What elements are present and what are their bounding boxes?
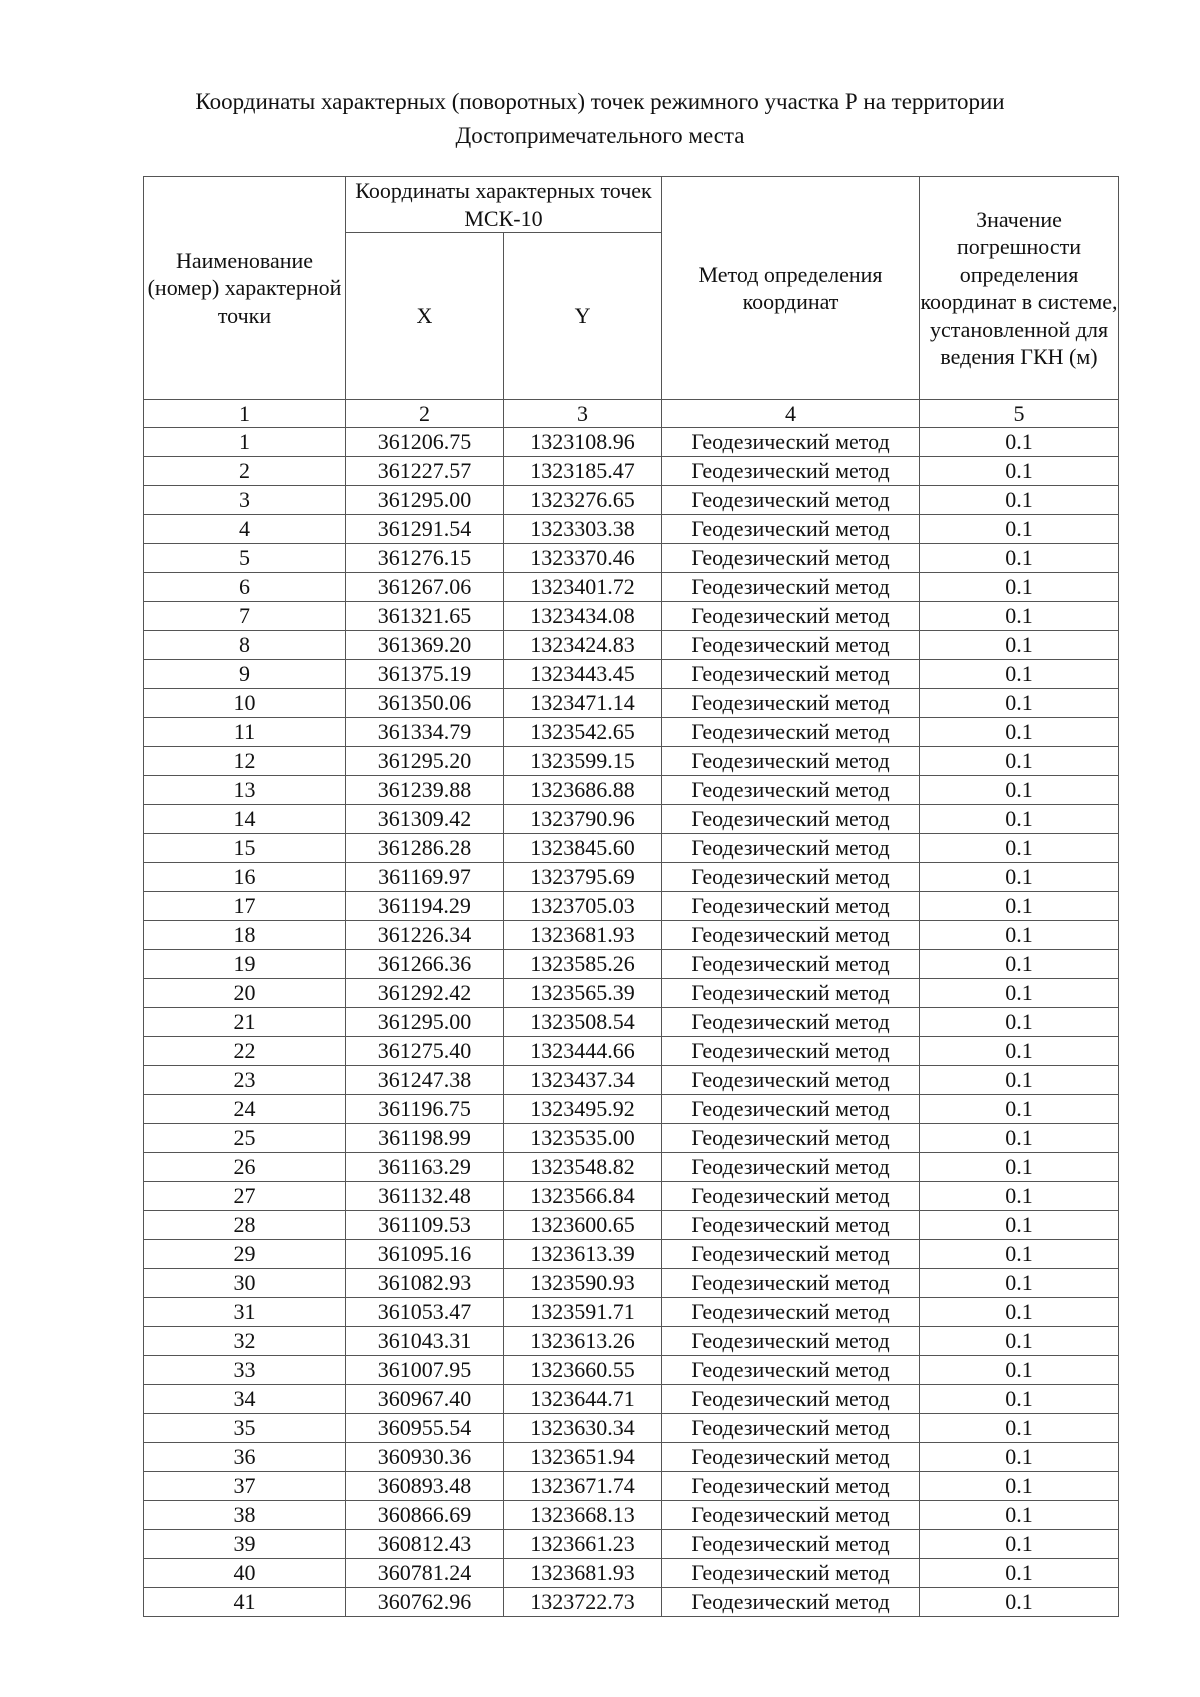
error-cell: 0.1	[920, 1008, 1119, 1037]
y-coordinate-cell: 1323471.14	[504, 689, 662, 718]
method-cell: Геодезический метод	[662, 602, 920, 631]
y-coordinate-cell: 1323590.93	[504, 1269, 662, 1298]
y-coordinate-cell: 1323613.39	[504, 1240, 662, 1269]
x-coordinate-cell: 361275.40	[346, 1037, 504, 1066]
method-cell: Геодезический метод	[662, 1385, 920, 1414]
point-number-cell: 21	[144, 1008, 346, 1037]
point-number-cell: 12	[144, 747, 346, 776]
error-cell: 0.1	[920, 979, 1119, 1008]
point-number-cell: 35	[144, 1414, 346, 1443]
table-row	[144, 486, 1119, 515]
point-number-cell: 24	[144, 1095, 346, 1124]
table-row	[144, 1559, 1119, 1588]
x-coordinate-cell: 361292.42	[346, 979, 504, 1008]
point-number-cell: 23	[144, 1066, 346, 1095]
point-number-cell: 9	[144, 660, 346, 689]
error-cell: 0.1	[920, 1124, 1119, 1153]
y-coordinate-cell: 1323661.23	[504, 1530, 662, 1559]
point-number-cell: 11	[144, 718, 346, 747]
column-number: 2	[346, 400, 504, 428]
table-row	[144, 1327, 1119, 1356]
method-cell: Геодезический метод	[662, 515, 920, 544]
y-coordinate-cell: 1323542.65	[504, 718, 662, 747]
y-coordinate-cell: 1323585.26	[504, 950, 662, 979]
table-row	[144, 1008, 1119, 1037]
table-row	[144, 457, 1119, 486]
table-row	[144, 834, 1119, 863]
x-coordinate-cell: 361206.75	[346, 428, 504, 457]
point-number-cell: 18	[144, 921, 346, 950]
error-cell: 0.1	[920, 1066, 1119, 1095]
table-row	[144, 1153, 1119, 1182]
method-cell: Геодезический метод	[662, 573, 920, 602]
x-coordinate-cell: 361196.75	[346, 1095, 504, 1124]
table-row	[144, 1472, 1119, 1501]
method-cell: Геодезический метод	[662, 805, 920, 834]
table-row	[144, 1298, 1119, 1327]
y-coordinate-cell: 1323795.69	[504, 863, 662, 892]
method-cell: Геодезический метод	[662, 1182, 920, 1211]
x-coordinate-cell: 361169.97	[346, 863, 504, 892]
point-number-cell: 39	[144, 1530, 346, 1559]
error-cell: 0.1	[920, 718, 1119, 747]
x-coordinate-cell: 361082.93	[346, 1269, 504, 1298]
x-coordinate-cell: 361198.99	[346, 1124, 504, 1153]
y-coordinate-cell: 1323535.00	[504, 1124, 662, 1153]
y-coordinate-cell: 1323495.92	[504, 1095, 662, 1124]
x-coordinate-cell: 361095.16	[346, 1240, 504, 1269]
x-coordinate-cell: 361053.47	[346, 1298, 504, 1327]
header-error: Значение погрешности определения координат в системе, установленной для ведения ГКН (м)	[920, 177, 1119, 400]
column-number: 1	[144, 400, 346, 428]
method-cell: Геодезический метод	[662, 1356, 920, 1385]
y-coordinate-cell: 1323185.47	[504, 457, 662, 486]
error-cell: 0.1	[920, 602, 1119, 631]
point-number-cell: 27	[144, 1182, 346, 1211]
table-row	[144, 1443, 1119, 1472]
table-row	[144, 573, 1119, 602]
y-coordinate-cell: 1323303.38	[504, 515, 662, 544]
method-cell: Геодезический метод	[662, 660, 920, 689]
y-coordinate-cell: 1323651.94	[504, 1443, 662, 1472]
error-cell: 0.1	[920, 1443, 1119, 1472]
y-coordinate-cell: 1323443.45	[504, 660, 662, 689]
method-cell: Геодезический метод	[662, 1095, 920, 1124]
header-method: Метод определения координат	[662, 177, 920, 400]
table-row	[144, 1124, 1119, 1153]
table-row	[144, 1356, 1119, 1385]
method-cell: Геодезический метод	[662, 1472, 920, 1501]
x-coordinate-cell: 361132.48	[346, 1182, 504, 1211]
header-x: X	[346, 233, 504, 400]
point-number-cell: 5	[144, 544, 346, 573]
y-coordinate-cell: 1323370.46	[504, 544, 662, 573]
method-cell: Геодезический метод	[662, 1037, 920, 1066]
method-cell: Геодезический метод	[662, 1530, 920, 1559]
x-coordinate-cell: 361194.29	[346, 892, 504, 921]
y-coordinate-cell: 1323276.65	[504, 486, 662, 515]
point-number-cell: 22	[144, 1037, 346, 1066]
point-number-cell: 1	[144, 428, 346, 457]
table-row	[144, 863, 1119, 892]
error-cell: 0.1	[920, 1327, 1119, 1356]
x-coordinate-cell: 361286.28	[346, 834, 504, 863]
title-line-1: Координаты характерных (поворотных) точек режимного участка Р на территории	[195, 89, 1005, 114]
x-coordinate-cell: 361266.36	[346, 950, 504, 979]
method-cell: Геодезический метод	[662, 776, 920, 805]
method-cell: Геодезический метод	[662, 631, 920, 660]
point-number-cell: 28	[144, 1211, 346, 1240]
y-coordinate-cell: 1323600.65	[504, 1211, 662, 1240]
x-coordinate-cell: 360812.43	[346, 1530, 504, 1559]
table-row	[144, 1385, 1119, 1414]
error-cell: 0.1	[920, 660, 1119, 689]
error-cell: 0.1	[920, 631, 1119, 660]
table-row	[144, 631, 1119, 660]
point-number-cell: 14	[144, 805, 346, 834]
x-coordinate-cell: 361369.20	[346, 631, 504, 660]
method-cell: Геодезический метод	[662, 1443, 920, 1472]
table-row	[144, 718, 1119, 747]
x-coordinate-cell: 360893.48	[346, 1472, 504, 1501]
error-cell: 0.1	[920, 1298, 1119, 1327]
y-coordinate-cell: 1323548.82	[504, 1153, 662, 1182]
header-point-name: Наименование (номер) характерной точки	[144, 177, 346, 400]
error-cell: 0.1	[920, 544, 1119, 573]
point-number-cell: 36	[144, 1443, 346, 1472]
table-row	[144, 1414, 1119, 1443]
error-cell: 0.1	[920, 1559, 1119, 1588]
table-row	[144, 1269, 1119, 1298]
table-row	[144, 1095, 1119, 1124]
y-coordinate-cell: 1323444.66	[504, 1037, 662, 1066]
method-cell: Геодезический метод	[662, 1066, 920, 1095]
y-coordinate-cell: 1323722.73	[504, 1588, 662, 1617]
error-cell: 0.1	[920, 486, 1119, 515]
point-number-cell: 10	[144, 689, 346, 718]
x-coordinate-cell: 361247.38	[346, 1066, 504, 1095]
method-cell: Геодезический метод	[662, 1559, 920, 1588]
point-number-cell: 31	[144, 1298, 346, 1327]
coordinates-table	[143, 176, 1119, 1617]
y-coordinate-cell: 1323644.71	[504, 1385, 662, 1414]
point-number-cell: 3	[144, 486, 346, 515]
x-coordinate-cell: 361109.53	[346, 1211, 504, 1240]
table-row	[144, 1066, 1119, 1095]
point-number-cell: 25	[144, 1124, 346, 1153]
x-coordinate-cell: 361295.00	[346, 1008, 504, 1037]
method-cell: Геодезический метод	[662, 950, 920, 979]
y-coordinate-cell: 1323705.03	[504, 892, 662, 921]
error-cell: 0.1	[920, 457, 1119, 486]
error-cell: 0.1	[920, 892, 1119, 921]
method-cell: Геодезический метод	[662, 1240, 920, 1269]
table-row	[144, 1182, 1119, 1211]
error-cell: 0.1	[920, 805, 1119, 834]
point-number-cell: 4	[144, 515, 346, 544]
point-number-cell: 40	[144, 1559, 346, 1588]
table-row	[144, 660, 1119, 689]
table-row	[144, 747, 1119, 776]
point-number-cell: 29	[144, 1240, 346, 1269]
point-number-cell: 37	[144, 1472, 346, 1501]
table-header	[144, 177, 1119, 428]
error-cell: 0.1	[920, 1240, 1119, 1269]
x-coordinate-cell: 361227.57	[346, 457, 504, 486]
x-coordinate-cell: 361007.95	[346, 1356, 504, 1385]
error-cell: 0.1	[920, 1385, 1119, 1414]
method-cell: Геодезический метод	[662, 1269, 920, 1298]
title-line-2: Достопримечательного места	[455, 123, 745, 148]
method-cell: Геодезический метод	[662, 1124, 920, 1153]
x-coordinate-cell: 361350.06	[346, 689, 504, 718]
point-number-cell: 15	[144, 834, 346, 863]
x-coordinate-cell: 361321.65	[346, 602, 504, 631]
point-number-cell: 34	[144, 1385, 346, 1414]
error-cell: 0.1	[920, 863, 1119, 892]
table-row	[144, 892, 1119, 921]
table-row	[144, 1501, 1119, 1530]
error-cell: 0.1	[920, 1356, 1119, 1385]
x-coordinate-cell: 361295.20	[346, 747, 504, 776]
y-coordinate-cell: 1323108.96	[504, 428, 662, 457]
error-cell: 0.1	[920, 1182, 1119, 1211]
header-y: Y	[504, 233, 662, 400]
method-cell: Геодезический метод	[662, 834, 920, 863]
y-coordinate-cell: 1323630.34	[504, 1414, 662, 1443]
x-coordinate-cell: 361375.19	[346, 660, 504, 689]
x-coordinate-cell: 361043.31	[346, 1327, 504, 1356]
y-coordinate-cell: 1323671.74	[504, 1472, 662, 1501]
method-cell: Геодезический метод	[662, 1588, 920, 1617]
method-cell: Геодезический метод	[662, 1211, 920, 1240]
y-coordinate-cell: 1323681.93	[504, 1559, 662, 1588]
y-coordinate-cell: 1323613.26	[504, 1327, 662, 1356]
x-coordinate-cell: 361163.29	[346, 1153, 504, 1182]
x-coordinate-cell: 360930.36	[346, 1443, 504, 1472]
method-cell: Геодезический метод	[662, 921, 920, 950]
x-coordinate-cell: 361239.88	[346, 776, 504, 805]
y-coordinate-cell: 1323668.13	[504, 1501, 662, 1530]
point-number-cell: 38	[144, 1501, 346, 1530]
method-cell: Геодезический метод	[662, 747, 920, 776]
column-numbers-row	[144, 400, 1119, 428]
method-cell: Геодезический метод	[662, 689, 920, 718]
x-coordinate-cell: 361334.79	[346, 718, 504, 747]
error-cell: 0.1	[920, 950, 1119, 979]
error-cell: 0.1	[920, 1530, 1119, 1559]
table-body	[144, 428, 1119, 1617]
table-row	[144, 1588, 1119, 1617]
column-number: 5	[920, 400, 1119, 428]
y-coordinate-cell: 1323845.60	[504, 834, 662, 863]
point-number-cell: 20	[144, 979, 346, 1008]
point-number-cell: 8	[144, 631, 346, 660]
method-cell: Геодезический метод	[662, 1008, 920, 1037]
point-number-cell: 2	[144, 457, 346, 486]
table-row	[144, 1240, 1119, 1269]
method-cell: Геодезический метод	[662, 979, 920, 1008]
method-cell: Геодезический метод	[662, 1327, 920, 1356]
x-coordinate-cell: 360762.96	[346, 1588, 504, 1617]
x-coordinate-cell: 361309.42	[346, 805, 504, 834]
y-coordinate-cell: 1323565.39	[504, 979, 662, 1008]
x-coordinate-cell: 361291.54	[346, 515, 504, 544]
y-coordinate-cell: 1323424.83	[504, 631, 662, 660]
table-row	[144, 950, 1119, 979]
point-number-cell: 13	[144, 776, 346, 805]
method-cell: Геодезический метод	[662, 718, 920, 747]
table-row	[144, 805, 1119, 834]
error-cell: 0.1	[920, 776, 1119, 805]
error-cell: 0.1	[920, 1153, 1119, 1182]
x-coordinate-cell: 360866.69	[346, 1501, 504, 1530]
x-coordinate-cell: 360955.54	[346, 1414, 504, 1443]
y-coordinate-cell: 1323686.88	[504, 776, 662, 805]
method-cell: Геодезический метод	[662, 1298, 920, 1327]
y-coordinate-cell: 1323790.96	[504, 805, 662, 834]
error-cell: 0.1	[920, 573, 1119, 602]
point-number-cell: 19	[144, 950, 346, 979]
header-coordinates-group: Координаты характерных точек МСК-10	[346, 177, 662, 233]
y-coordinate-cell: 1323566.84	[504, 1182, 662, 1211]
point-number-cell: 6	[144, 573, 346, 602]
y-coordinate-cell: 1323437.34	[504, 1066, 662, 1095]
x-coordinate-cell: 361276.15	[346, 544, 504, 573]
error-cell: 0.1	[920, 1095, 1119, 1124]
point-number-cell: 16	[144, 863, 346, 892]
x-coordinate-cell: 360781.24	[346, 1559, 504, 1588]
error-cell: 0.1	[920, 1037, 1119, 1066]
x-coordinate-cell: 361226.34	[346, 921, 504, 950]
table-row	[144, 544, 1119, 573]
error-cell: 0.1	[920, 1269, 1119, 1298]
method-cell: Геодезический метод	[662, 1153, 920, 1182]
table-row	[144, 689, 1119, 718]
y-coordinate-cell: 1323508.54	[504, 1008, 662, 1037]
y-coordinate-cell: 1323599.15	[504, 747, 662, 776]
method-cell: Геодезический метод	[662, 1414, 920, 1443]
point-number-cell: 7	[144, 602, 346, 631]
error-cell: 0.1	[920, 747, 1119, 776]
error-cell: 0.1	[920, 1472, 1119, 1501]
point-number-cell: 41	[144, 1588, 346, 1617]
y-coordinate-cell: 1323401.72	[504, 573, 662, 602]
table-row	[144, 428, 1119, 457]
column-number: 3	[504, 400, 662, 428]
y-coordinate-cell: 1323660.55	[504, 1356, 662, 1385]
x-coordinate-cell: 360967.40	[346, 1385, 504, 1414]
table-row	[144, 1037, 1119, 1066]
error-cell: 0.1	[920, 1211, 1119, 1240]
y-coordinate-cell: 1323434.08	[504, 602, 662, 631]
document-title	[0, 85, 1200, 153]
table-row	[144, 1211, 1119, 1240]
point-number-cell: 30	[144, 1269, 346, 1298]
table-row	[144, 979, 1119, 1008]
x-coordinate-cell: 361295.00	[346, 486, 504, 515]
error-cell: 0.1	[920, 1501, 1119, 1530]
point-number-cell: 17	[144, 892, 346, 921]
error-cell: 0.1	[920, 921, 1119, 950]
error-cell: 0.1	[920, 1414, 1119, 1443]
error-cell: 0.1	[920, 834, 1119, 863]
y-coordinate-cell: 1323681.93	[504, 921, 662, 950]
point-number-cell: 32	[144, 1327, 346, 1356]
table-row	[144, 776, 1119, 805]
y-coordinate-cell: 1323591.71	[504, 1298, 662, 1327]
method-cell: Геодезический метод	[662, 544, 920, 573]
table-row	[144, 602, 1119, 631]
table-row	[144, 921, 1119, 950]
method-cell: Геодезический метод	[662, 457, 920, 486]
error-cell: 0.1	[920, 428, 1119, 457]
error-cell: 0.1	[920, 1588, 1119, 1617]
method-cell: Геодезический метод	[662, 1501, 920, 1530]
method-cell: Геодезический метод	[662, 486, 920, 515]
error-cell: 0.1	[920, 515, 1119, 544]
point-number-cell: 33	[144, 1356, 346, 1385]
column-number: 4	[662, 400, 920, 428]
method-cell: Геодезический метод	[662, 863, 920, 892]
point-number-cell: 26	[144, 1153, 346, 1182]
method-cell: Геодезический метод	[662, 892, 920, 921]
method-cell: Геодезический метод	[662, 428, 920, 457]
error-cell: 0.1	[920, 689, 1119, 718]
table-row	[144, 515, 1119, 544]
x-coordinate-cell: 361267.06	[346, 573, 504, 602]
table-row	[144, 1530, 1119, 1559]
